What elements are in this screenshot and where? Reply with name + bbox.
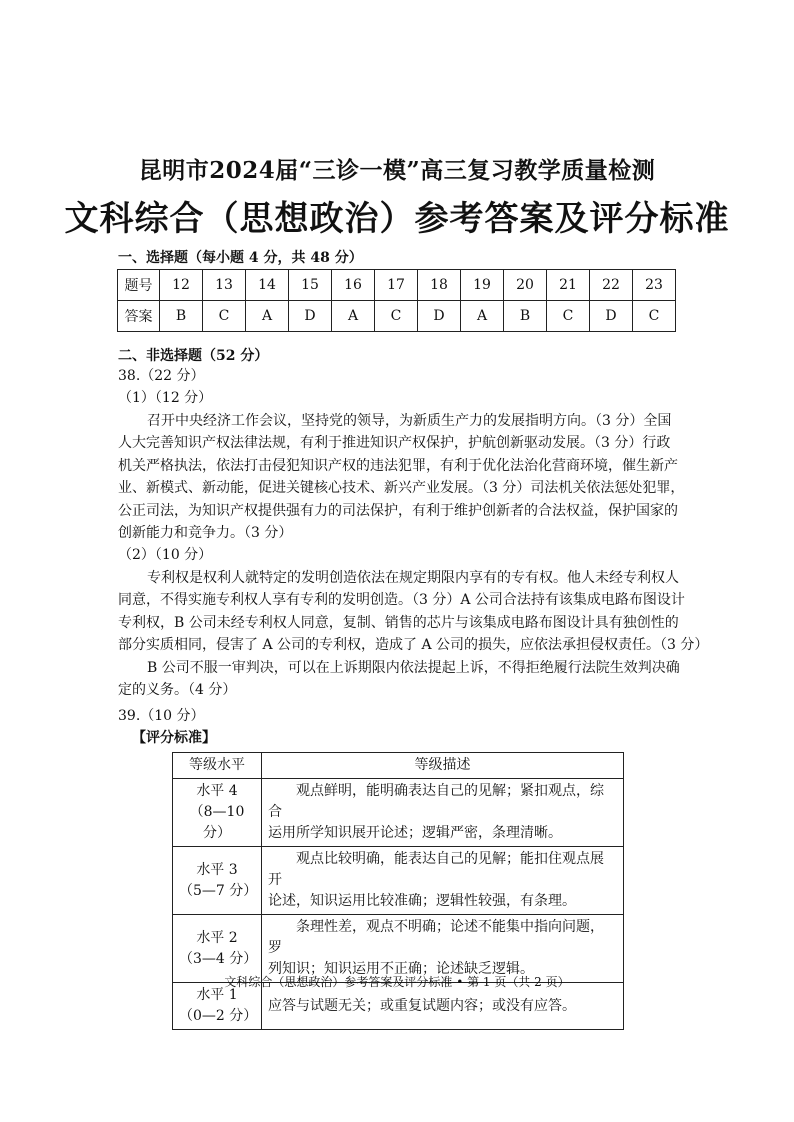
level-desc: 条理性差，观点不明确；论述不能集中指向问题，罗 — [268, 919, 604, 956]
col-level-header: 等级水平 — [173, 753, 262, 779]
level-table-header — [173, 753, 624, 779]
document-title: 文科综合（思想政治）参考答案及评分标准 — [64, 199, 730, 239]
level-cell — [173, 847, 262, 915]
level-range: （5—7 分） — [179, 882, 258, 899]
q38-part2-line: 定的义务。（4 分） — [118, 682, 237, 698]
q38-part1-line: 人大完善知识产权法律法规，有利于推进知识产权保护，护航创新驱动发展。（3 分）行政 — [118, 435, 671, 451]
section1-heading: 一、选择题（每小题 4 分，共 48 分） — [118, 250, 363, 266]
q38-part1-line: 创新能力和竞争力。（3 分） — [118, 525, 293, 541]
q38-part2-title: （2）（10 分） — [118, 547, 213, 563]
level-desc-cell — [262, 847, 624, 915]
level-name: 水平 2 — [196, 929, 238, 946]
level-desc-cell — [262, 779, 624, 847]
question-number: 18 — [418, 270, 461, 301]
question-number: 15 — [289, 270, 332, 301]
question-number: 23 — [633, 270, 676, 301]
exam-title: 昆明市2024届“三诊一模”高三复习教学质量检测 — [138, 157, 656, 184]
answer-cell: C — [633, 301, 676, 332]
q38-part2-line: 同意，不得实施专利权人享有专利的发明创造。（3 分）A 公司合法持有该集成电路布图设计 — [118, 592, 685, 608]
question-number: 17 — [375, 270, 418, 301]
level-desc: 观点比较明确，能表达自己的见解；能扣住观点展开 — [268, 851, 604, 888]
answer-cell: C — [547, 301, 590, 332]
question-number: 14 — [246, 270, 289, 301]
q39-title: 39.（10 分） — [118, 708, 205, 724]
level-range: （3—4 分） — [179, 950, 258, 967]
q38-part1-line: 业、新模式、新动能，促进关键核心技术、新兴产业发展。（3 分）司法机关依法惩处犯罪， — [118, 480, 685, 496]
q38-part1-line: 召开中央经济工作会议，坚持党的领导，为新质生产力的发展指明方向。（3 分）全国 — [147, 413, 672, 429]
col-desc-header: 等级描述 — [262, 753, 624, 779]
level-range: （0—2 分） — [179, 1008, 258, 1024]
question-number: 19 — [461, 270, 504, 301]
row-label-number: 题号 — [118, 270, 160, 301]
page-footer: 文科综合（思想政治）参考答案及评分标准 • 第 1 页（共 2 页） — [224, 975, 570, 989]
level-desc: 应答与试题无关；或重复试题内容；或没有应答。 — [268, 997, 576, 1014]
q38-part2-line: B 公司不服一审判决，可以在上诉期限内依法提起上诉，不得拒绝履行法院生效判决确 — [147, 660, 680, 676]
level-desc: 论述，知识运用比较准确；逻辑性较强，有条理。 — [268, 893, 576, 909]
answer-cell: B — [160, 301, 203, 332]
question-number: 12 — [160, 270, 203, 301]
q38-part2-line: 专利权是权利人就特定的发明创造依法在规定期限内享有的专有权。他人未经专利权人 — [147, 570, 679, 586]
q38-part2-line: 专利权，B 公司未经专利权人同意，复制、销售的芯片与该集成电路布图设计具有独创性的 — [118, 615, 679, 631]
answer-cell: A — [246, 301, 289, 332]
question-number: 20 — [504, 270, 547, 301]
answer-cell: A — [332, 301, 375, 332]
answer-cell: D — [590, 301, 633, 332]
level-name: 水平 3 — [196, 861, 238, 878]
q38-part2-line: 部分实质相同，侵害了 A 公司的专利权，造成了 A 公司的损失，应依法承担侵权责任。（3 分） — [118, 637, 709, 653]
answer-cell: B — [504, 301, 547, 332]
q38-title: 38.（22 分） — [118, 368, 205, 384]
level-desc: 列知识；知识运用不正确；论述缺乏逻辑。 — [268, 961, 534, 977]
answer-cell: C — [203, 301, 246, 332]
multiple-choice-answer-table — [117, 269, 676, 332]
q38-part1-line: 机关严格执法，依法打击侵犯知识产权的违法犯罪，有利于优化法治化营商环境，催生新产 — [118, 458, 678, 474]
row-label-answer: 答案 — [118, 301, 160, 332]
section2-heading: 二、非选择题（52 分） — [118, 348, 269, 364]
answer-row — [118, 301, 676, 332]
level-range: （8—10 分） — [189, 804, 245, 841]
level-name: 水平 1 — [196, 987, 238, 1003]
criteria-heading: 【评分标准】 — [132, 730, 216, 746]
level-row — [173, 847, 624, 915]
question-number: 22 — [590, 270, 633, 301]
question-number: 16 — [332, 270, 375, 301]
q38-part1-line: 公正司法，为知识产权提供强有力的司法保护，有利于维护创新者的合法权益，保护国家的 — [118, 503, 678, 519]
answer-cell: D — [289, 301, 332, 332]
answer-cell: C — [375, 301, 418, 332]
level-cell — [173, 779, 262, 847]
level-name: 水平 4 — [196, 783, 238, 799]
q38-part1-title: （1）（12 分） — [118, 390, 213, 406]
question-number: 21 — [547, 270, 590, 301]
answer-cell: A — [461, 301, 504, 332]
level-row — [173, 779, 624, 847]
level-desc: 观点鲜明，能明确表达自己的见解；紧扣观点，综合 — [268, 783, 604, 820]
level-desc: 运用所学知识展开论述；逻辑严密，条理清晰。 — [268, 825, 562, 841]
question-number-row — [118, 270, 676, 301]
question-number: 13 — [203, 270, 246, 301]
answer-cell: D — [418, 301, 461, 332]
